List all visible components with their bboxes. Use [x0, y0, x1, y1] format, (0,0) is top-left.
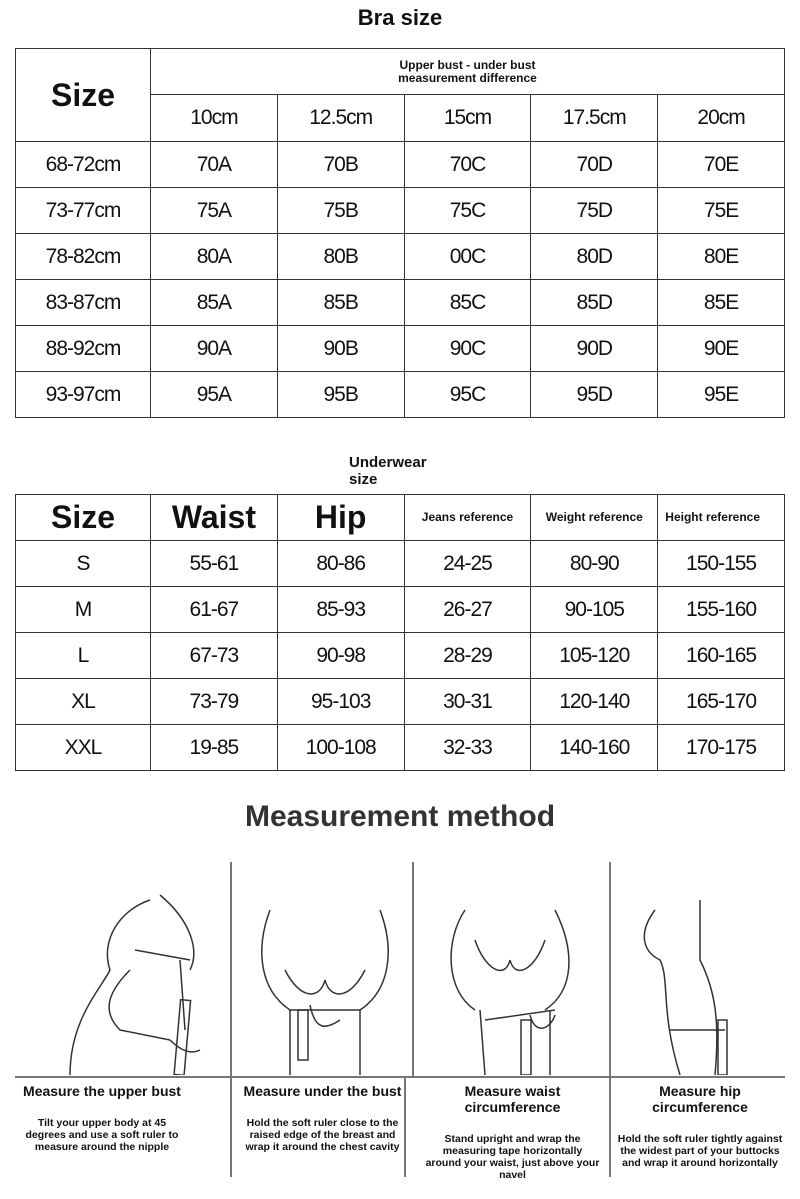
cup-size-cell: 75E	[658, 188, 785, 234]
cup-size-cell: 70C	[404, 142, 531, 188]
table-cell: XL	[16, 679, 151, 725]
cup-size-cell: 95B	[277, 372, 404, 418]
difference-column-header: 10cm	[151, 95, 278, 142]
band-range-cell: 68-72cm	[16, 142, 151, 188]
cup-size-cell: 80B	[277, 234, 404, 280]
cup-size-cell: 85A	[151, 280, 278, 326]
step-heading: Measure the upper bust	[23, 1083, 181, 1099]
table-cell: 73-79	[151, 679, 278, 725]
table-row	[16, 372, 785, 418]
step-description: Hold the soft ruler tightly against the widest part of your buttocks and wrap it around horizontally	[617, 1133, 783, 1169]
table-cell: 120-140	[531, 679, 658, 725]
table-cell: 95-103	[277, 679, 404, 725]
difference-header: Upper bust - under bust measurement difference	[151, 49, 785, 95]
band-range-cell: 78-82cm	[16, 234, 151, 280]
table-cell: 165-170	[658, 679, 785, 725]
cup-size-cell: 85E	[658, 280, 785, 326]
table-cell: 30-31	[404, 679, 531, 725]
table-cell: 100-108	[277, 725, 404, 771]
table-row	[16, 326, 785, 372]
measurement-step	[22, 1083, 182, 1153]
cup-size-cell: 85D	[531, 280, 658, 326]
band-range-cell: 88-92cm	[16, 326, 151, 372]
table-cell: 32-33	[404, 725, 531, 771]
difference-column-header: 12.5cm	[277, 95, 404, 142]
underwear-size-title: Underwear size	[349, 454, 427, 488]
table-row	[16, 188, 785, 234]
cup-size-cell: 80E	[658, 234, 785, 280]
bra-size-title: Bra size	[357, 5, 443, 30]
table-cell: 150-155	[658, 541, 785, 587]
table-row	[16, 280, 785, 326]
table-cell: 19-85	[151, 725, 278, 771]
difference-column-header: 20cm	[658, 95, 785, 142]
cup-size-cell: 90D	[531, 326, 658, 372]
table-row	[16, 725, 785, 771]
step-description: Hold the soft ruler close to the raised edge of the breast and wrap it around the chest cavity	[245, 1117, 400, 1153]
table-row	[16, 633, 785, 679]
underwear-size-table	[15, 494, 785, 771]
cup-size-cell: 90B	[277, 326, 404, 372]
cup-size-cell: 70B	[277, 142, 404, 188]
table-cell: 105-120	[531, 633, 658, 679]
table-cell: 90-105	[531, 587, 658, 633]
cup-size-cell: 00C	[404, 234, 531, 280]
table-row	[16, 541, 785, 587]
difference-column-header: 17.5cm	[531, 95, 658, 142]
column-header: Weight reference	[531, 495, 658, 541]
cup-size-cell: 90C	[404, 326, 531, 372]
cup-size-cell: 95C	[404, 372, 531, 418]
table-cell: 160-165	[658, 633, 785, 679]
step-description: Stand upright and wrap the measuring tape horizontally around your waist, just above your navel	[425, 1133, 600, 1181]
table-cell: S	[16, 541, 151, 587]
cup-size-cell: 85C	[404, 280, 531, 326]
divider	[230, 862, 232, 1077]
cup-size-cell: 90E	[658, 326, 785, 372]
cup-size-cell: 95A	[151, 372, 278, 418]
table-row	[16, 587, 785, 633]
cup-size-cell: 85B	[277, 280, 404, 326]
cup-size-cell: 75A	[151, 188, 278, 234]
table-cell: 24-25	[404, 541, 531, 587]
table-cell: 90-98	[277, 633, 404, 679]
table-cell: 80-90	[531, 541, 658, 587]
cup-size-cell: 75C	[404, 188, 531, 234]
measurement-step	[615, 1083, 785, 1169]
table-cell: L	[16, 633, 151, 679]
table-cell: 80-86	[277, 541, 404, 587]
band-range-cell: 73-77cm	[16, 188, 151, 234]
table-cell: 140-160	[531, 725, 658, 771]
table-cell: XXL	[16, 725, 151, 771]
table-cell: 55-61	[151, 541, 278, 587]
divider	[15, 1076, 785, 1078]
table-cell: 61-67	[151, 587, 278, 633]
table-row	[16, 142, 785, 188]
table-cell: 67-73	[151, 633, 278, 679]
cup-size-cell: 80D	[531, 234, 658, 280]
cup-size-cell: 70A	[151, 142, 278, 188]
column-header: Size	[16, 495, 151, 541]
step-heading: Measure under the bust	[243, 1083, 402, 1099]
cup-size-cell: 75B	[277, 188, 404, 234]
column-header: Jeans reference	[404, 495, 531, 541]
table-row	[16, 234, 785, 280]
divider	[609, 862, 611, 1077]
measurement-method-title: Measurement method	[244, 800, 556, 833]
divider	[412, 862, 414, 1077]
cup-size-cell: 70E	[658, 142, 785, 188]
band-range-cell: 83-87cm	[16, 280, 151, 326]
hip-illustration	[620, 880, 785, 1075]
upper-bust-illustration	[40, 880, 230, 1075]
measurement-step	[240, 1083, 405, 1153]
step-description: Tilt your upper body at 45 degrees and use a soft ruler to measure around the nipple	[25, 1117, 179, 1153]
table-cell: 28-29	[404, 633, 531, 679]
band-range-cell: 93-97cm	[16, 372, 151, 418]
table-row	[16, 679, 785, 725]
size-header: Size	[16, 49, 151, 142]
column-header: Waist	[151, 495, 278, 541]
under-bust-illustration	[240, 880, 410, 1075]
cup-size-cell: 95E	[658, 372, 785, 418]
measurement-step	[425, 1083, 600, 1181]
table-cell: 26-27	[404, 587, 531, 633]
table-cell: 170-175	[658, 725, 785, 771]
table-cell: M	[16, 587, 151, 633]
difference-column-header: 15cm	[404, 95, 531, 142]
cup-size-cell: 95D	[531, 372, 658, 418]
column-header: Hip	[277, 495, 404, 541]
cup-size-cell: 80A	[151, 234, 278, 280]
table-cell: 155-160	[658, 587, 785, 633]
cup-size-cell: 90A	[151, 326, 278, 372]
step-heading: Measure hip circumference	[652, 1083, 748, 1115]
bra-size-table	[15, 48, 785, 418]
waist-illustration	[425, 880, 605, 1075]
step-heading: Measure waist circumference	[464, 1083, 561, 1115]
cup-size-cell: 75D	[531, 188, 658, 234]
table-cell: 85-93	[277, 587, 404, 633]
cup-size-cell: 70D	[531, 142, 658, 188]
column-header: Height reference	[658, 495, 785, 541]
